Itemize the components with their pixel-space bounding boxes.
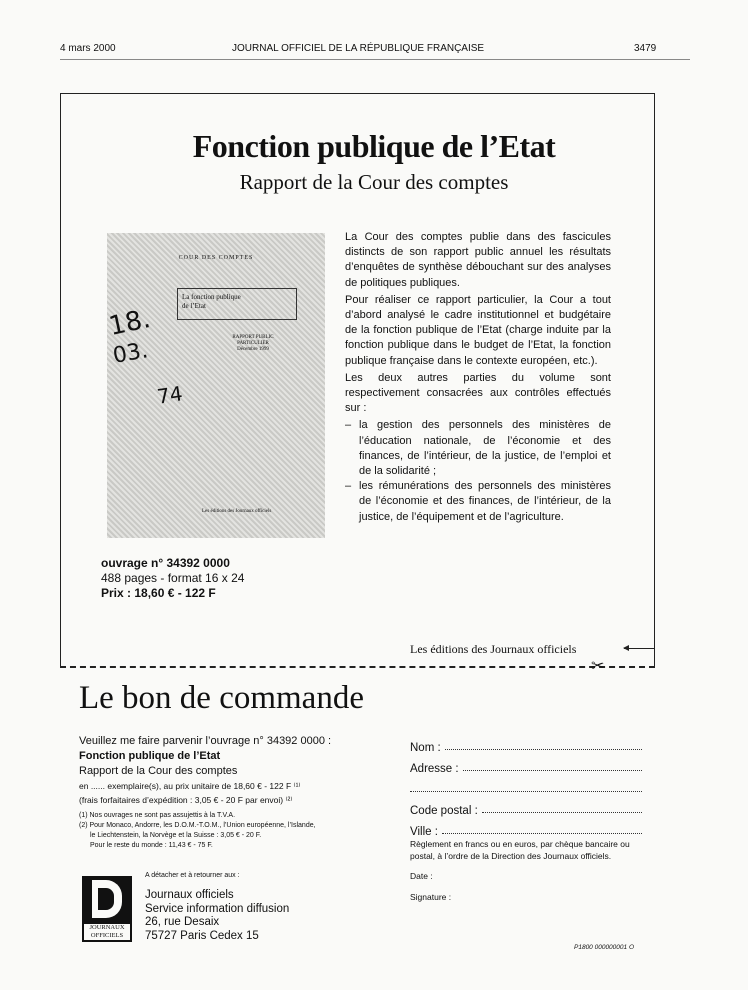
order-text — [79, 734, 331, 851]
adresse-field-2[interactable] — [410, 791, 642, 792]
cover-title — [177, 288, 297, 320]
address-line-4: 75727 Paris Cedex 15 — [145, 929, 259, 942]
arrow-left-icon — [624, 648, 654, 649]
cover-handwriting-2: 03. — [111, 338, 150, 369]
form-row-adresse-2[interactable] — [410, 775, 642, 796]
ad-subtitle: Rapport de la Cour des comptes — [239, 170, 509, 194]
order-note-4: Pour le reste du monde : 11,43 € - 75 F. — [90, 842, 213, 849]
logo-text-line1: JOURNAUX — [89, 924, 125, 931]
address-line-3: 26, rue Desaix — [145, 916, 220, 928]
header-rule — [60, 59, 690, 60]
book-cover — [107, 233, 325, 538]
address-line-1: Journaux officiels — [145, 889, 234, 901]
return-address — [145, 889, 289, 943]
logo-text — [84, 924, 130, 940]
order-note-2: (2) Pour Monaco, Andorre, les D.O.M.-T.O.M., l’Union européenne, l’Islande, — [79, 822, 316, 829]
code-label: Code postal : — [410, 805, 478, 817]
list-item-text: la gestion des personnels des ministères de l’éducation nationale, de l’économie et des finances, de l’intérieur, de la justice, de l’emploi et de la solidarité ; — [359, 419, 611, 478]
journaux-officiels-logo — [82, 876, 132, 942]
ad-title: Fonction publique de l’Etat — [192, 128, 556, 164]
scissors-icon: ✂ — [591, 658, 605, 675]
adresse-label: Adresse : — [410, 763, 459, 775]
list-item-text: les rémunérations des personnels des ministères de l’économie et des finances, de l’intérieur, de la justice, de l’équipement et de l’agriculture. — [359, 480, 611, 523]
signature-label: Signature : — [410, 892, 452, 902]
order-note-3: le Liechtenstein, la Norvège et la Suisse : 3,05 € - 20 F. — [90, 832, 262, 839]
product-pages: 488 pages - format 16 x 24 — [101, 571, 245, 585]
cover-handwriting-3: 74 — [155, 381, 184, 409]
description-p1: La Cour des comptes publie dans des fascicules distincts de son rapport public annuel les résultats d’enquêtes de synthèse débouchant sur des analyses de politiques publiques. — [345, 231, 611, 289]
cover-sub-line3: Décembre 1999 — [237, 347, 269, 352]
description — [345, 230, 611, 525]
list-item — [345, 479, 611, 525]
order-line-5: (frais forfaitaires d’expédition : 3,05 € - 20 F par envoi) ⁽²⁾ — [79, 795, 293, 805]
address-line-2: Service information diffusion — [145, 902, 290, 915]
logo-text-line2: OFFICIELS — [90, 932, 124, 939]
product-info — [101, 556, 244, 601]
cover-sub-line2: PARTICULIER — [237, 341, 269, 346]
header-page: 3479 — [634, 43, 657, 54]
cover-head: COUR DES COMPTES — [178, 255, 254, 261]
cover-title-line2: de l’Etat — [182, 302, 206, 310]
form-row-adresse[interactable] — [410, 754, 642, 775]
list-item — [345, 418, 611, 479]
cover-title-line1: La fonction publique — [182, 293, 241, 301]
logo-d-inner — [98, 888, 114, 910]
dash-glyph: – — [345, 419, 352, 432]
cover-subtitle — [213, 335, 293, 353]
cover-footer: Les éditions des Journaux officiels — [202, 509, 272, 514]
code-field[interactable] — [482, 812, 642, 813]
cut-line — [60, 666, 655, 668]
product-price: Prix : 18,60 € - 122 F — [101, 586, 216, 600]
cover-handwriting-1: 18. — [106, 304, 154, 342]
form-row-ville[interactable] — [410, 817, 642, 838]
payment-terms: Règlement en francs ou en euros, par chèque bancaire ou postal, à l’ordre de la Direction des Journaux officiels. — [410, 839, 630, 861]
order-line-1: Veuillez me faire parvenir l’ouvrage n° 34392 0000 : — [79, 735, 332, 747]
order-form-title: Le bon de commande — [79, 680, 364, 716]
customer-form — [410, 733, 642, 838]
product-number: ouvrage n° 34392 0000 — [101, 556, 230, 570]
reference-code: P1800 000000001 O — [574, 944, 634, 951]
order-line-4: en ...... exemplaire(s), au prix unitaire de 18,60 € - 122 F ⁽¹⁾ — [79, 781, 301, 791]
nom-label: Nom : — [410, 742, 441, 754]
order-note-1: (1) Nos ouvrages ne sont pas assujettis à la T.V.A. — [79, 812, 236, 819]
description-p3: Les deux autres parties du volume sont respectivement consacrées aux contrôles effectués sur : — [345, 371, 611, 415]
ville-field[interactable] — [442, 833, 642, 834]
date-label: Date : — [410, 871, 433, 881]
cover-sub-line1: RAPPORT PUBLIC — [232, 335, 274, 340]
header-journal: JOURNAL OFFICIEL DE LA RÉPUBLIQUE FRANÇAISE — [232, 43, 485, 54]
order-line-3: Rapport de la Cour des comptes — [79, 765, 238, 777]
adresse-field[interactable] — [463, 770, 642, 771]
form-row-code[interactable] — [410, 796, 642, 817]
form-row-nom[interactable] — [410, 733, 642, 754]
dash-glyph: – — [345, 480, 352, 493]
return-instruction: A détacher et à retourner aux : — [145, 872, 240, 879]
nom-field[interactable] — [445, 749, 642, 750]
description-p2: Pour réaliser ce rapport particulier, la Cour a tout d’abord analysé le cadre institutionnel et budgétaire de la fonction publique de l’Etat (charge induite par la fonction publique dans le budget de l’Etat, la fonction publique française dans le contexte européen, etc.). — [345, 293, 611, 367]
header-date: 4 mars 2000 — [60, 43, 116, 54]
publisher-name: Les éditions des Journaux officiels — [410, 642, 577, 656]
ville-label: Ville : — [410, 826, 438, 838]
order-line-2: Fonction publique de l’Etat — [79, 750, 221, 762]
description-list — [345, 418, 611, 524]
